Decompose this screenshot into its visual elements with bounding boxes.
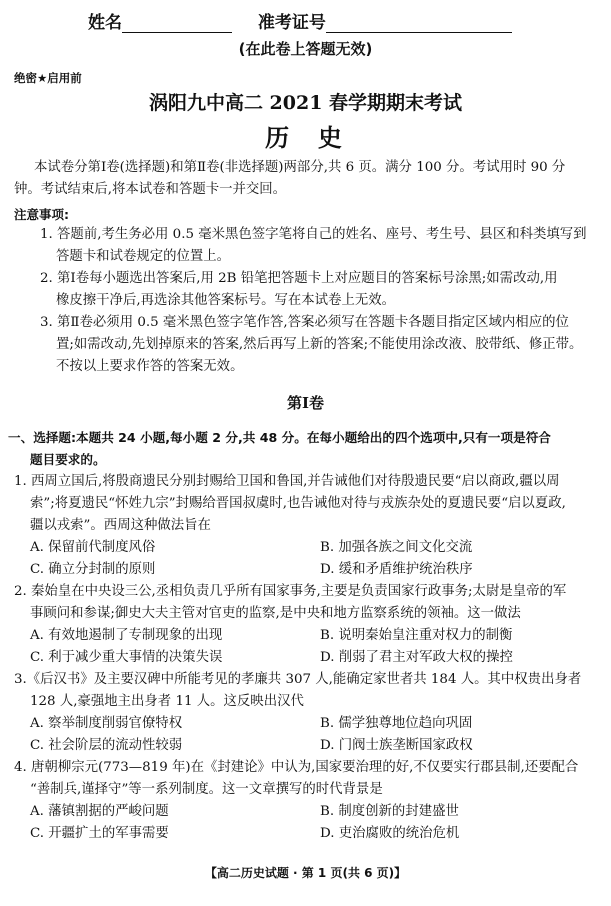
q3-option-b: B. 儒学独尊地位趋向巩固 — [320, 716, 473, 731]
exam-title: 涡阳九中高二 2021 春学期期末考试 — [148, 92, 463, 114]
note-line: 橡皮擦干净后,再选涂其他答案标号。写在本试卷上无效。 — [56, 293, 396, 308]
note-line: 不按以上要求作答的答案无效。 — [56, 359, 244, 374]
intro-line-2: 钟。考试结束后,将本试卷和答题卡一并交回。 — [14, 182, 287, 197]
invalid-note: (在此卷上答题无效) — [238, 40, 373, 58]
name-label: 姓名 — [88, 13, 122, 33]
note-line: 答题卡和试卷规定的位置上。 — [56, 249, 231, 264]
q2-option-c: C. 利于减少重大事情的决策失误 — [30, 650, 223, 665]
intro-line-1: 本试卷分第Ⅰ卷(选择题)和第Ⅱ卷(非选择题)两部分,共 6 页。满分 100 分。考试用时 90 分 — [34, 160, 566, 175]
q1-option-b: B. 加强各族之间文化交流 — [320, 540, 473, 555]
q1-stem: 索”;将夏遗民“怀姓九宗”封赐给晋国叔虞时,也告诫他对待与戎族杂处的夏遗民要“启以夏政, — [30, 496, 566, 511]
q2-option-b: B. 说明秦始皇注重对权力的制衡 — [320, 628, 513, 643]
q2-stem: 事顾问和参谋;御史大夫主管对官吏的监察,是中央和地方监察系统的领袖。这一做法 — [30, 606, 521, 621]
q3-option-d: D. 门阀士族垄断国家政权 — [320, 738, 473, 753]
q4-option-b: B. 制度创新的封建盛世 — [320, 804, 459, 819]
q4-option-a: A. 藩镇割据的严峻问题 — [30, 804, 169, 819]
page-footer: 【高二历史试题 · 第 1 页(共 6 页)】 — [204, 866, 407, 880]
exam-no-blank[interactable] — [326, 16, 512, 33]
q3-option-c: C. 社会阶层的流动性较弱 — [30, 738, 183, 753]
q4-option-d: D. 吏治腐败的统治危机 — [320, 826, 460, 841]
q3-stem: 128 人,豪强地主出身者 11 人。这反映出汉代 — [30, 694, 304, 709]
note-line: 2. 第Ⅰ卷每小题选出答案后,用 2B 铅笔把答题卡上对应题目的答案标号涂黑;如需改动,用 — [40, 271, 558, 286]
q3-option-a: A. 察举制度削弱官僚特权 — [30, 716, 183, 731]
note-line: 3. 第Ⅱ卷必须用 0.5 毫米黑色签字笔作答,答案必须写在答题卡各题目指定区域内相应的位 — [40, 315, 569, 330]
part-title: 第Ⅰ卷 — [286, 394, 325, 412]
secret-label: 绝密★启用前 — [14, 71, 82, 85]
subject-title: 历 史 — [265, 123, 346, 152]
q1-stem: 1. 西周立国后,将殷商遗民分别封赐给卫国和鲁国,并告诫他们对待殷遗民要“启以商政,疆以周 — [14, 474, 560, 489]
header-line — [88, 8, 512, 33]
section-heading: 一、选择题:本题共 24 小题,每小题 2 分,共 48 分。在每小题给出的四个选项中,只有一项是符合 — [8, 430, 551, 445]
q1-option-c: C. 确立分封制的原则 — [30, 562, 156, 577]
q4-stem: 4. 唐朝柳宗元(773—819 年)在《封建论》中认为,国家要治理的好,不仅要实行郡县制,还要配合 — [14, 760, 579, 775]
q2-option-d: D. 削弱了君主对军政大权的操控 — [320, 650, 513, 665]
q3-stem: 3.《后汉书》及主要汉碑中所能考见的孝廉共 307 人,能确定家世者共 184 人。其中权贵出身者 — [14, 672, 582, 687]
q2-option-a: A. 有效地遏制了专制现象的出现 — [30, 628, 223, 643]
q2-stem: 2. 秦始皇在中央设三公,丞相负责几乎所有国家事务,主要是负责国家行政事务;太尉是皇帝的军 — [14, 584, 567, 599]
name-blank[interactable] — [122, 16, 232, 33]
exam-no-label: 准考证号 — [257, 13, 326, 33]
q4-stem: “善制兵,谨择守”等一系列制度。这一文章撰写的时代背景是 — [30, 782, 383, 797]
note-line: 置;如需改动,先划掉原来的答案,然后再写上新的答案;不能使用涂改液、胶带纸、修正带。 — [56, 337, 583, 352]
section-heading: 题目要求的。 — [30, 452, 106, 467]
q4-option-c: C. 开疆扩土的军事需要 — [30, 826, 169, 841]
q1-option-d: D. 缓和矛盾维护统治秩序 — [320, 562, 473, 577]
q1-stem: 疆以戎索”。西周这种做法旨在 — [30, 518, 211, 533]
notes-title: 注意事项: — [14, 207, 69, 222]
q1-option-a: A. 保留前代制度风俗 — [30, 540, 156, 555]
note-line: 1. 答题前,考生务必用 0.5 毫米黑色签字笔将自己的姓名、座号、考生号、县区和科类填写到 — [40, 227, 587, 242]
